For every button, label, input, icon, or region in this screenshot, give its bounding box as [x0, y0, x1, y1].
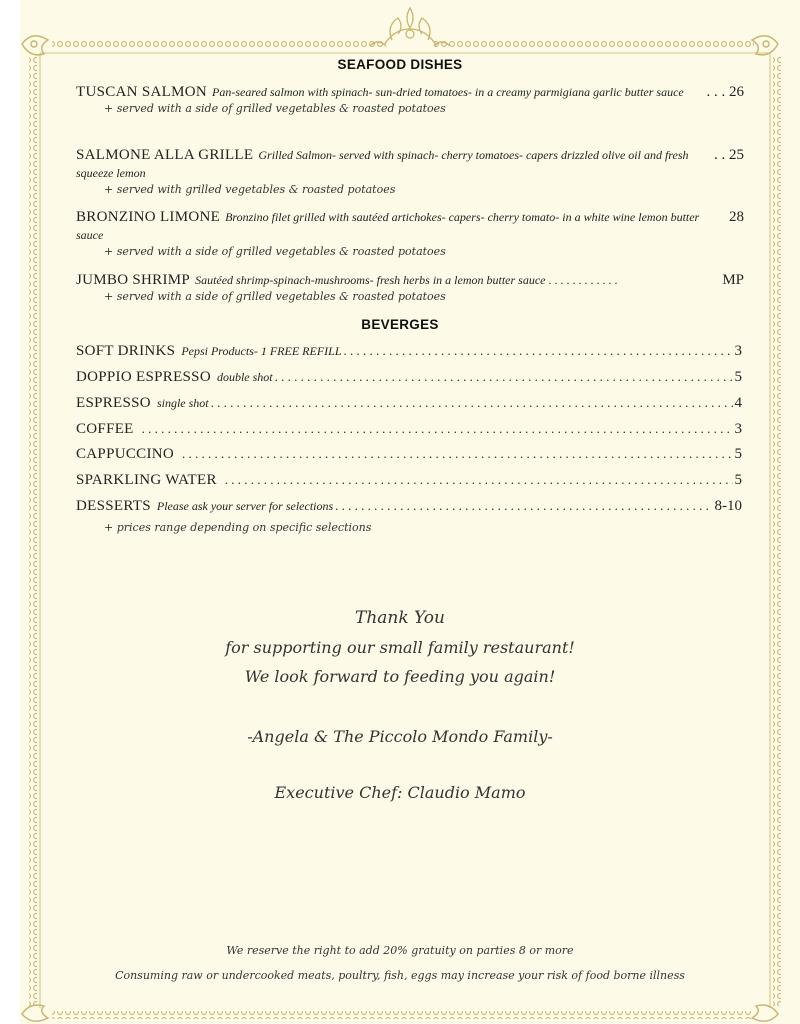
- dish-side-note: + served with grilled vegetables & roasted potatoes: [104, 183, 396, 196]
- beverage-name: ESPRESSO: [76, 395, 151, 411]
- dish-price: . . 25: [714, 147, 744, 163]
- desserts-note: + prices range depending on specific selections: [104, 521, 372, 534]
- dish-side-note: + served with a side of grilled vegetables & roasted potatoes: [104, 102, 446, 115]
- dish-price: MP: [722, 272, 744, 288]
- beverage-description: double shot: [216, 370, 273, 384]
- beverage-item: [76, 498, 742, 515]
- beverage-name: SOFT DRINKS: [76, 343, 176, 359]
- seafood-section-title: SEAFOOD DISHES: [337, 57, 463, 72]
- dish-item: [76, 271, 744, 305]
- beverage-price: 5: [734, 369, 742, 385]
- beverage-name: COFFEE: [76, 421, 134, 437]
- dot-leader: [182, 446, 732, 462]
- price-leader: . .: [714, 147, 726, 163]
- thank-you-line: for supporting our small family restaurant!: [225, 638, 575, 657]
- beverage-price: 3: [734, 421, 742, 437]
- beverage-price: 4: [734, 395, 742, 411]
- beverage-price: 8-10: [714, 498, 742, 514]
- dot-leader: [225, 472, 733, 488]
- dish-description: Grilled Salmon- served with spinach- cherry tomatoes- capers drizzled olive oil and fresh squeeze lemon: [76, 148, 689, 180]
- beverages-section-title: BEVERGES: [361, 317, 439, 332]
- dot-leader: [275, 369, 733, 385]
- beverage-name: DESSERTS: [76, 498, 151, 514]
- dot-leader: [335, 498, 712, 514]
- beverage-name: CAPPUCCINO: [76, 446, 175, 462]
- thank-you-heading: Thank You: [354, 608, 445, 628]
- food-safety-warning: Consuming raw or undercooked meats, poultry, fish, eggs may increase your risk of food borne illness: [115, 969, 685, 982]
- beverage-price: 3: [734, 343, 742, 359]
- dot-leader: [211, 395, 733, 411]
- dish-description: Bronzino filet grilled with sautéed artichokes- capers- cherry tomato- in a white wine lemon butter sauce: [76, 210, 700, 242]
- dish-name: SALMONE ALLA GRILLE: [76, 147, 254, 163]
- dish-price: . . . 26: [706, 84, 744, 100]
- price-leader: . . . . . . . . . . . .: [545, 273, 618, 287]
- dish-description: Sautéed shrimp-spinach-mushrooms- fresh herbs in a lemon butter sauce: [195, 273, 546, 287]
- beverage-description: Please ask your server for selections: [156, 499, 334, 513]
- beverage-price: 5: [734, 446, 742, 462]
- price-leader: . . .: [706, 84, 726, 100]
- beverage-item: [76, 446, 742, 463]
- dot-leader: [344, 343, 733, 359]
- beverage-name: DOPPIO ESPRESSO: [76, 369, 211, 385]
- dot-leader: [142, 421, 733, 437]
- dish-item: [76, 208, 744, 260]
- beverage-name: SPARKLING WATER: [76, 472, 217, 488]
- beverage-description: Pepsi Products- 1 FREE REFILL: [181, 344, 342, 358]
- dish-name: TUSCAN SALMON: [76, 84, 207, 100]
- dish-item: [76, 83, 744, 117]
- dish-item: [76, 146, 744, 198]
- beverage-item: [76, 472, 742, 489]
- beverage-description: single shot: [156, 396, 209, 410]
- beverage-price: 5: [734, 472, 742, 488]
- dish-price: 28: [729, 209, 744, 225]
- beverage-item: [76, 395, 742, 412]
- beverage-item: [76, 369, 742, 386]
- beverage-item: [76, 343, 742, 360]
- dish-name: JUMBO SHRIMP: [76, 272, 191, 288]
- dish-description: Pan-seared salmon with spinach- sun-dried tomatoes- in a creamy parmigiana garlic butter sauce: [212, 85, 684, 99]
- dish-side-note: + served with a side of grilled vegetables & roasted potatoes: [104, 245, 446, 258]
- thank-you-line: We look forward to feeding you again!: [244, 667, 556, 686]
- executive-chef: Executive Chef: Claudio Mamo: [274, 783, 526, 802]
- gratuity-notice: We reserve the right to add 20% gratuity on parties 8 or more: [226, 944, 574, 957]
- dish-side-note: + served with a side of grilled vegetables & roasted potatoes: [104, 290, 446, 303]
- family-signature: -Angela & The Piccolo Mondo Family-: [247, 727, 553, 746]
- beverage-item: [76, 421, 742, 438]
- dish-name: BRONZINO LIMONE: [76, 209, 221, 225]
